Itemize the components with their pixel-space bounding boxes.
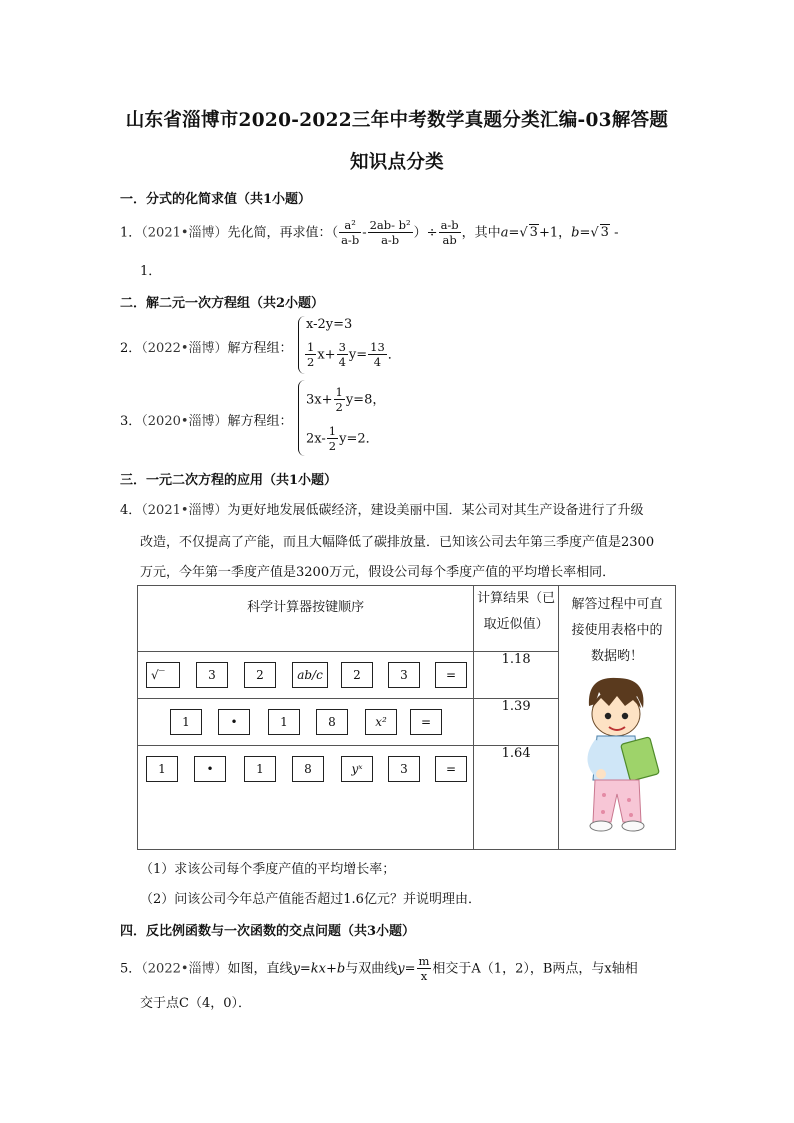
calc-key: x²: [365, 709, 397, 735]
numerator: 13: [370, 340, 385, 354]
question-text: ，其中: [461, 225, 501, 241]
brace: [298, 380, 305, 456]
radicand: 3: [529, 225, 538, 241]
fraction: [339, 218, 361, 248]
calc-key: 3: [196, 662, 228, 688]
question-number: 1．: [120, 225, 142, 241]
period: ．: [387, 347, 401, 363]
denominator: 2: [328, 439, 337, 454]
result-1: 1.18: [474, 652, 559, 699]
question-text: 为更好地发展低碳经济，建设美丽中国．某公司对其生产设备进行了升级: [227, 503, 644, 518]
question-source: （2022•淄博）: [141, 961, 228, 977]
hint-text: [559, 586, 675, 670]
denominator: a-b: [381, 233, 400, 248]
sqrt-key: √‾: [146, 662, 180, 688]
sub-question-1: （1）求该公司每个季度产值的平均增长率；: [140, 862, 396, 877]
var-a: a: [500, 225, 509, 241]
key-row-3: [138, 746, 474, 850]
radicand: 3: [600, 225, 609, 241]
numerator: 2ab- b²: [369, 218, 411, 232]
sqrt-icon: √: [519, 225, 528, 241]
hint-cell: [558, 586, 675, 850]
hint-line: 数据哟！: [590, 649, 643, 664]
question-text: 解方程组：: [227, 341, 293, 356]
equals: =: [579, 225, 591, 241]
question-2: [120, 337, 293, 356]
calculator-table: [137, 585, 676, 850]
calc-key: 8: [292, 756, 324, 782]
term: 2x-: [306, 431, 326, 447]
calc-key: 1: [170, 709, 202, 735]
numerator: a²: [339, 218, 361, 233]
question-number: 4．: [120, 503, 142, 518]
denominator: a-b: [341, 233, 360, 248]
question-text: +1，: [538, 225, 572, 241]
question-source: （2022•淄博）: [141, 341, 228, 356]
equation-line-1: [306, 385, 385, 415]
page-title: 山东省淄博市2020-2022三年中考数学真题分类汇编-03解答题: [125, 110, 669, 131]
calc-key: 1: [244, 756, 276, 782]
key-row: [138, 652, 473, 698]
equals: =: [508, 225, 520, 241]
denominator: 4: [338, 355, 346, 370]
calc-key: 2: [341, 662, 373, 688]
fraction: [417, 954, 432, 984]
calc-key: 1: [268, 709, 300, 735]
calc-key: =: [435, 662, 467, 688]
paren-open: （: [331, 225, 339, 241]
calc-key: •: [218, 709, 250, 735]
section-heading-3: 三．一元二次方程的应用（共1小题）: [120, 473, 338, 488]
calc-key: 8: [316, 709, 348, 735]
question-5: [120, 954, 638, 984]
calc-key: 1: [146, 756, 178, 782]
equation: y=kx+b: [292, 961, 346, 977]
hint-line: 解答过程中可直: [571, 597, 663, 612]
question-text: 解方程组：: [227, 414, 293, 429]
calc-key: 3: [388, 662, 420, 688]
section-heading-4: 四．反比例函数与一次函数的交点问题（共3小题）: [120, 924, 416, 939]
key-row-1: [138, 652, 474, 699]
calc-key: ab/c: [292, 662, 328, 688]
question-3: [120, 410, 293, 429]
calc-key: 2: [244, 662, 276, 688]
header-line: 计算结果（已: [477, 591, 556, 606]
equation-line-1: x-2y=3: [306, 317, 353, 332]
question-number: 2．: [120, 341, 142, 356]
question-text: A（1，2），B两点，与x轴相: [471, 961, 638, 977]
section-heading-1: 一．分式的化简求值（共1小题）: [120, 192, 312, 207]
term: y=8，: [345, 392, 386, 408]
numerator: m: [418, 954, 430, 968]
question-4-line-3: 万元，今年第一季度产值是3200万元，假设公司每个季度产值的平均增长率相同．: [140, 565, 616, 580]
fraction: [368, 340, 387, 370]
question-text: 先化简，再求值：: [227, 225, 332, 241]
fraction: [368, 218, 413, 248]
table-header-keys: 科学计算器按键顺序: [138, 586, 474, 652]
page-subtitle: 知识点分类: [349, 152, 444, 173]
term: 3x+: [306, 392, 333, 408]
sub-question-2: （2）问该公司今年总产值能否超过1.6亿元？并说明理由．: [140, 892, 481, 907]
sqrt-icon: √: [590, 225, 599, 241]
numerator: 3: [338, 340, 346, 354]
denominator: ab: [442, 233, 457, 248]
denominator: 2: [307, 355, 315, 370]
cartoon-boy-icon: [559, 670, 675, 840]
header-line: 取近似值）: [483, 617, 549, 632]
paren-close-divide: ）÷: [413, 225, 438, 241]
fraction: [327, 424, 338, 454]
term: x+: [317, 347, 336, 363]
hint-line: 接使用表格中的: [571, 623, 663, 638]
denominator: 4: [373, 355, 382, 370]
calc-key: yˣ: [341, 756, 373, 782]
term: y=: [348, 347, 368, 363]
question-number: 5．: [120, 961, 142, 977]
equation: y=: [397, 961, 416, 977]
term: y=2．: [339, 431, 379, 447]
equation-line-2: [306, 424, 379, 454]
fraction: [305, 340, 316, 370]
numerator: 1: [335, 385, 343, 399]
question-4-line-2: 改造，不仅提高了产能，而且大幅降低了碳排放量．已知该公司去年第三季度产值是2300: [140, 535, 655, 550]
section-heading-2: 二．解二元一次方程组（共2小题）: [120, 296, 325, 311]
result-2: 1.39: [474, 699, 559, 746]
key-row-2: [138, 699, 474, 746]
question-text: 与双曲线: [345, 961, 398, 977]
question-source: （2021•淄博）: [141, 225, 228, 241]
var-b: b: [571, 225, 580, 241]
question-source: （2020•淄博）: [141, 414, 228, 429]
question-text: 相交于: [432, 961, 472, 977]
minus-sign: -: [614, 225, 619, 241]
denominator: x: [420, 969, 428, 984]
key-row: [138, 746, 473, 792]
calc-key: 3: [388, 756, 420, 782]
question-1: [120, 218, 618, 248]
table-header-result: [474, 586, 559, 652]
result-3: 1.64: [474, 746, 559, 850]
equation-line-2: [304, 340, 401, 370]
minus-sign: -: [362, 225, 367, 241]
fraction: [439, 218, 461, 248]
denominator: 2: [335, 400, 343, 415]
numerator: 1: [328, 424, 337, 438]
calc-key: •: [194, 756, 226, 782]
numerator: 1: [307, 340, 315, 354]
question-source: （2021•淄博）: [141, 503, 228, 518]
fraction: [334, 385, 345, 415]
question-text: 如图，直线: [227, 961, 293, 977]
calc-key: =: [410, 709, 442, 735]
question-5-continued: 交于点C（4，0）．: [140, 996, 251, 1011]
question-number: 3．: [120, 414, 142, 429]
key-row: [138, 699, 473, 745]
fraction: [337, 340, 348, 370]
question-1-continued: 1．: [140, 264, 162, 279]
calc-key: =: [435, 756, 467, 782]
question-4-line-1: [120, 499, 644, 518]
numerator: a-b: [440, 218, 459, 232]
